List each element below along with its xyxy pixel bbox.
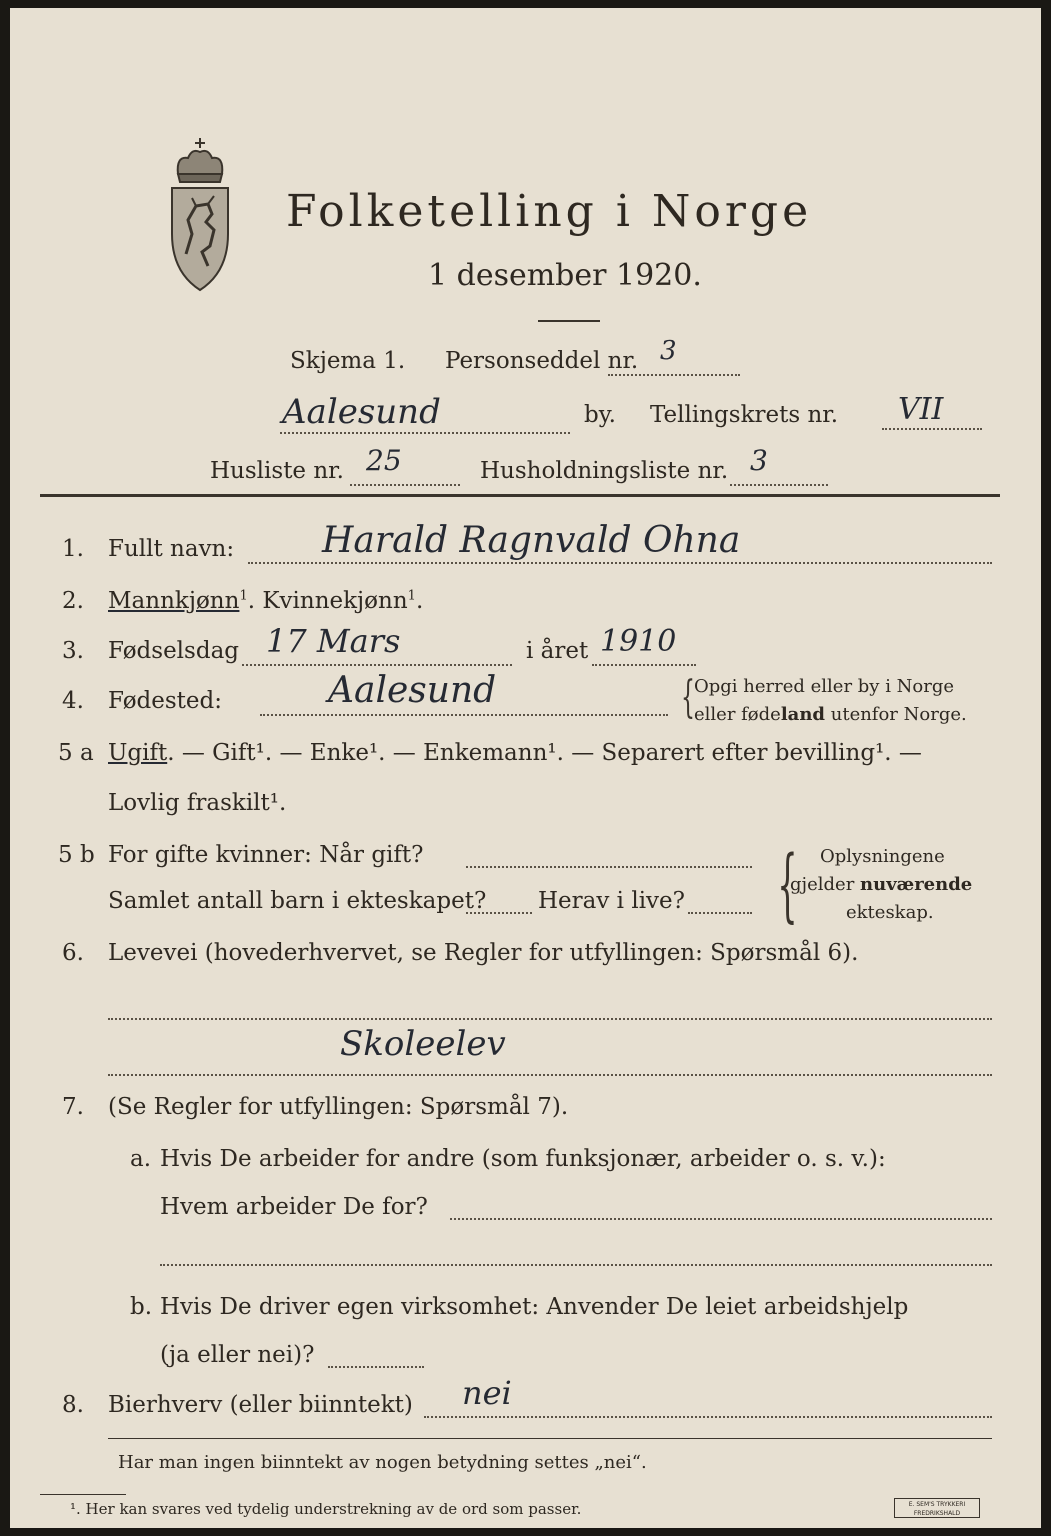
- q4-value: Aalesund: [328, 670, 497, 711]
- q6-dots-2: [108, 1074, 992, 1076]
- q8-number: 8.: [62, 1392, 84, 1418]
- by-label: by.: [584, 402, 616, 428]
- q7a-line1: Hvis De arbeider for andre (som funksjonær, arbeider o. s. v.):: [160, 1146, 886, 1172]
- footer-note: Har man ingen biinntekt av nogen betydning settes „nei“.: [118, 1452, 647, 1473]
- husholdningsliste-dots: [730, 484, 828, 486]
- personseddel-value: 3: [660, 336, 677, 366]
- q6-label: Levevei (hovederhvervet, se Regler for utfyllingen: Spørsmål 6).: [108, 940, 859, 966]
- q3-dots: [242, 664, 512, 666]
- q2-sep: .: [247, 588, 256, 614]
- q2-female: Kvinnekjønn: [262, 588, 408, 614]
- q7a-line2: Hvem arbeider De for?: [160, 1194, 428, 1220]
- q5b-note2-pre: gjelder: [790, 874, 861, 895]
- q5b-line2a-dots: [466, 912, 532, 914]
- tellingskrets-dots: [882, 428, 982, 430]
- q2-female-sup: 1: [407, 588, 416, 604]
- q7a-dots-1: [450, 1218, 992, 1220]
- q7b-letter: b.: [130, 1294, 153, 1320]
- q2-male: Mannkjønn: [108, 588, 240, 614]
- q7b-line2: (ja eller nei)?: [160, 1342, 315, 1368]
- q4-note2-pre: eller føde: [694, 704, 781, 725]
- form-date: 1 desember 1920.: [428, 258, 702, 293]
- footer-divider: [108, 1438, 992, 1439]
- q5b-note2-bold: nuværende: [860, 874, 973, 895]
- q3-number: 3.: [62, 638, 84, 664]
- by-value: Aalesund: [282, 392, 441, 432]
- q7b-line1: Hvis De driver egen virksomhet: Anvender De leiet arbeidshjelp: [160, 1294, 909, 1320]
- q2-end: .: [415, 588, 424, 614]
- q5b-note2: [790, 874, 972, 895]
- q2-number: 2.: [62, 588, 84, 614]
- footnote: ¹. Her kan svares ved tydelig understrekning av de ord som passer.: [70, 1500, 582, 1518]
- q3-year-dots: [592, 664, 696, 666]
- q6-dots-1: [108, 1018, 992, 1020]
- q5a-options: [108, 740, 922, 766]
- q4-note-line1: Opgi herred eller by i Norge: [694, 676, 955, 697]
- q7-label: (Se Regler for utfyllingen: Spørsmål 7).: [108, 1094, 569, 1120]
- husliste-label: Husliste nr.: [210, 458, 344, 484]
- personseddel-dots: [608, 374, 740, 376]
- footnote-divider: [40, 1494, 126, 1495]
- coat-of-arms-icon: [162, 134, 238, 294]
- q4-dots: [260, 714, 668, 716]
- q5b-number: 5 b: [58, 842, 95, 868]
- q1-value: Harald Ragnvald Ohna: [322, 520, 741, 561]
- q3-year-value: 1910: [600, 624, 677, 659]
- personseddel-label: Personseddel nr.: [445, 348, 639, 374]
- skjema-label: Skjema 1.: [290, 348, 406, 374]
- q3-label: Fødselsdag: [108, 638, 240, 664]
- header-divider: [40, 494, 1000, 497]
- q1-label: Fullt navn:: [108, 536, 235, 562]
- q5b-brace: {: [777, 838, 798, 931]
- q3-year-label: i året: [526, 638, 589, 664]
- q5b-line2b-dots: [688, 912, 752, 914]
- printer-mark: E. SEM'S TRYKKERI FREDRIKSHALD: [894, 1498, 980, 1518]
- q8-label: Bierhverv (eller biinntekt): [108, 1392, 413, 1418]
- q3-value: 17 Mars: [266, 622, 401, 660]
- husliste-dots: [350, 484, 460, 486]
- husholdningsliste-value: 3: [750, 444, 768, 477]
- q5b-line2a: Samlet antall barn i ekteskapet?: [108, 888, 487, 914]
- q4-label: Fødested:: [108, 688, 223, 714]
- q2-male-sup: 1: [239, 588, 248, 604]
- q5a-rest: . — Gift¹. — Enke¹. — Enkemann¹. — Separert efter bevilling¹. —: [167, 740, 922, 766]
- q6-number: 6.: [62, 940, 84, 966]
- husliste-value: 25: [366, 444, 402, 477]
- q7b-dots: [328, 1366, 424, 1368]
- q4-number: 4.: [62, 688, 84, 714]
- q2-options: [108, 588, 423, 614]
- census-form: [10, 8, 1041, 1528]
- q7a-dots-2: [160, 1264, 992, 1266]
- q5b-note3: ekteskap.: [846, 902, 934, 923]
- q7-number: 7.: [62, 1094, 84, 1120]
- q1-number: 1.: [62, 536, 84, 562]
- q8-value: nei: [462, 1374, 512, 1412]
- q1-dots: [248, 562, 992, 564]
- q5b-line2b: Herav i live?: [538, 888, 685, 914]
- q5a-ugift: Ugift: [108, 740, 168, 766]
- husholdningsliste-label: Husholdningsliste nr.: [480, 458, 729, 484]
- q4-note2-bold: land: [780, 704, 826, 725]
- q4-note2-post: utenfor Norge.: [825, 704, 967, 725]
- q6-value: Skoleelev: [340, 1024, 506, 1064]
- q5b-note1: Oplysningene: [820, 846, 945, 867]
- form-title: Folketelling i Norge: [286, 186, 813, 237]
- q4-note-line2: [694, 704, 967, 725]
- q7a-letter: a.: [130, 1146, 152, 1172]
- q8-dots: [424, 1416, 992, 1418]
- tellingskrets-value: VII: [898, 392, 944, 427]
- tellingskrets-label: Tellingskrets nr.: [650, 402, 839, 428]
- q5a-number: 5 a: [58, 740, 94, 766]
- q4-brace: {: [681, 672, 695, 723]
- q5b-line1-dots: [466, 866, 752, 868]
- q5b-line1: For gifte kvinner: Når gift?: [108, 842, 424, 868]
- q5a-line2: Lovlig fraskilt¹.: [108, 790, 287, 816]
- by-dots: [280, 432, 570, 434]
- title-divider: [538, 320, 600, 322]
